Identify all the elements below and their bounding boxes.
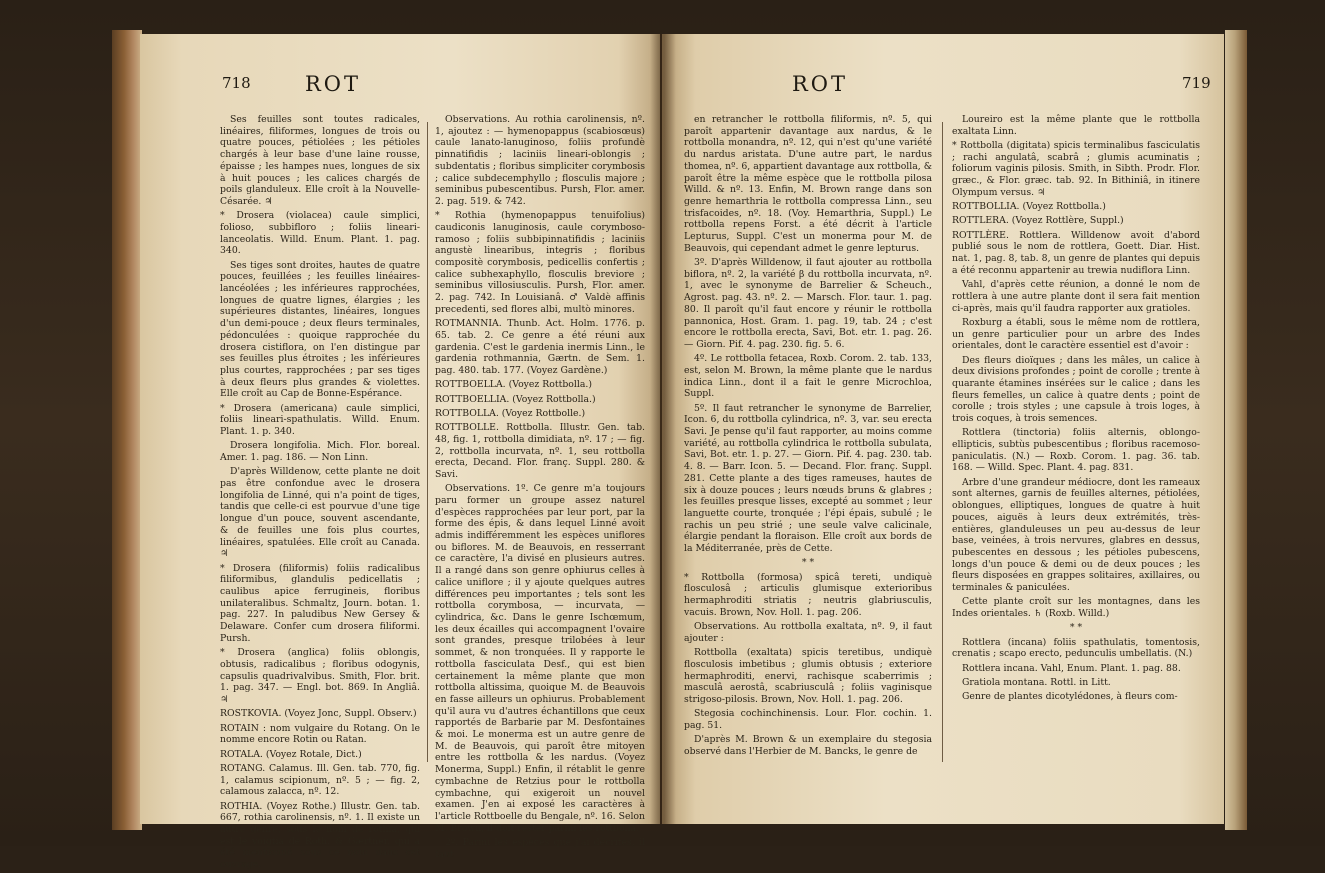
paragraph: ROTTLÈRE. Rottlera. Willdenow avoit d'abord publié sous le nom de rottlera, Goett. Diar. Hist. nat. 1, pag. 8, tab. 8, un genre de plantes qui depuis a été reconnu appartenir au trewia nudiflora Linn. [952, 229, 1200, 276]
paragraph: 2º. Parmi les espèces que j'ai décrites, il faut [435, 836, 645, 860]
paragraph: Ses tiges sont droites, hautes de quatre pouces, feuillées ; les feuilles linéaires-lancéolées ; les inférieures rapprochées, longues de quatre lignes, élargies ; les supérieures distantes, linéaires, longues d'un demi-pouce ; deux fleurs terminales, pédonculées : quoique rapprochée du drosera cistiflora, on l'en distingue par ses feuilles plus étroites ; les inférieures plus courtes, rapprochées ; par ses tiges à deux fleurs plus grandes & violettes. Elle croît au Cap de Bonne-Espérance. [220, 259, 420, 400]
paragraph: ROTTLERA. (Voyez Rottlère, Suppl.) [952, 215, 1124, 227]
text-column-1 [684, 114, 932, 760]
text-column-2 [435, 114, 645, 863]
paragraph: Ses feuilles sont toutes radicales, linéaires, filiformes, longues de trois ou quatre pouces, pétiolées ; les pétioles chargés à leur base d'une laine rousse, épaisse ; les hampes nues, longues de six à huit pouces ; les calices chargés de poils glanduleux. Elle croît à la Nouvelle-Césarée. ♃ [220, 114, 420, 207]
paragraph: Rottlera incana. Vahl, Enum. Plant. 1. pag. 88. [962, 662, 1181, 674]
paragraph: 4º. Le rottbolla fetacea, Roxb. Corom. 2. tab. 133, est, selon M. Brown, la même plante que le nardus indica Linn., dont il a fait le genre Microchloa, Suppl. [684, 353, 932, 400]
column-rule [942, 122, 943, 762]
paragraph: * Drosera (violacea) caule simplici, folioso, subbifloro ; foliis lineari-lanceolatis. Willd. Enum. Plant. 1. pag. 340. [220, 210, 420, 257]
paragraph: ROSTKOVIA. (Voyez Jonc, Suppl. Observ.) [220, 708, 417, 720]
text-column-2 [952, 114, 1200, 706]
left-page [140, 34, 660, 871]
paragraph: * * [801, 557, 815, 569]
paragraph: Genre de plantes dicotylédones, à fleurs com- [962, 691, 1178, 703]
paragraph: 5º. Il faut retrancher le synonyme de Barrelier, Icon. 6, du rottbolla cylindrica, nº. 3, var. seu erecta Savi. Je pense qu'il faut rapporter, au moins comme variété, au rottbolla cylindrica le rottbolla subulata, Savi, Bot. etr. 1. p. 27. — Giorn. Pif. 4. pag. 230. tab. 4. 8. — Barr. Icon. 5. — Decand. Flor. franç. Suppl. 281. Cette plante a des tiges rameuses, hautes de six à douze pouces ; leurs nœuds bruns & glabres ; les feuilles presque lisses, excepté au sommet ; leur languette courte, tronquée ; l'épi épais, subulé ; le rachis un peu strié ; une seule valve calicinale, élargie pendant la floraison. Elle croît aux bords de la Méditerranée, près de Cette. [684, 402, 932, 555]
paragraph: Observations. 1º. Ce genre m'a toujours paru former un groupe assez naturel d'espèces rapprochées par leur port, par la forme des épis, & dans lequel Linné avoit admis indifféremment les espèces uniflores ou biflores. M. de Beauvois, en resserrant ce caractère, l'a divisé en plusieurs autres. Il a rangé dans son genre ophiurus celles à calice uniflore ; il y ajoute quelques autres différences peu importantes ; tels sont les rottbolla corymbosa, — incurvata, — cylindrica, &c. Dans le genre Ischœmum, les deux écailles qui accompagnent l'ovaire sont grandes, presque trilobées à leur sommet, & non tronquées. Il y rapporte le rottbolla fasciculata Desf., qui est bien certainement la même plante que mon rottbolla altissima, quoique M. de Beauvois en fasse ailleurs un ophiurus. Probablement qu'il aura vu d'autres échantillons que ceux rapportés de Barbarie par M. Desfontaines & moi. Le monerma est un autre genre de M. de Beauvois, qui paroît être mitoyen entre les rottbolla & les nardus. (Voyez Monerma, Suppl.) Enfin, il rétablit le genre cymbachne de Retzius pour le rottbolla cymbachne, qui exigeroit un nouvel examen. J'en ai exposé les caractères à l'article Rottboelle du Bengale, nº. 16. Selon M. Brown, il doit rester parmi les rottbolla. [435, 483, 645, 834]
paragraph: en retrancher le rottbolla filiformis, nº. 5, qui paroît appartenir davantage aux nardus, & le rottbolla monandra, nº. 12, qui n'est qu'une variété du nardus aristata. D'une autre part, le nardus thomea, nº. 6, appartient davantage aux rottbolla, & paroît être la même espèce que le rottbolla pilosa Willd. & nº. 13. Enfin, M. Brown range dans son genre hemarthria le rottbolla compressa Linn., seu trisfacoides, nº. 18. (Voy. Hemarthria, Suppl.) Le rottbolla repens Forst. a été décrit à l'article Lepturus, Suppl. C'est un monerma pour M. de Beauvois, qui cependant admet le genre lepturus. [684, 114, 932, 254]
paragraph: Observations. Au rottbolla exaltata, nº. 9, il faut ajouter : [684, 621, 932, 644]
column-rule [427, 122, 428, 762]
paragraph: ROTTBOLLA. (Voyez Rottbolle.) [435, 407, 586, 419]
paragraph: * Rottbolla (digitata) spicis terminalibus fasciculatis ; rachi angulatâ, scabrâ ; glumis acuminatis ; foliorum vaginis pilosis. Smith, in Sibth. Prodr. Flor. græc., & Flor. græc. tab. 92. In Bithiniâ, in itinere Olympum versus. ♃ [952, 140, 1200, 198]
paragraph: ROTMANNIA. Thunb. Act. Holm. 1776. p. 65. tab. 2. Ce genre a été réuni aux gardenia. C'est le gardenia inermis Linn., le gardenia rothmannia, Gærtn. de Sem. 1. pag. 480. tab. 177. (Voyez Gardène.) [435, 318, 645, 376]
left-page-edges [112, 30, 142, 830]
paragraph: Observations. Au rothia carolinensis, nº. 1, ajoutez : — hymenopappus (scabiosœus) caule lanato-lanuginoso, foliis profundè pinnatifidis ; laciniis lineari-oblongis ; subdentatis ; floribus simpliciter corymbosis ; calice subdecemphyllo ; flosculis majore ; seminibus pubescentibus. Pursh, Flor. amer. 2. pag. 519. & 742. [435, 114, 645, 207]
paragraph: Rottlera (tinctoria) foliis alternis, oblongo-ellipticis, subtùs pubescentibus ; floribus racemoso-paniculatis. (N.) — Roxb. Corom. 1. pag. 36. tab. 168. — Willd. Spec. Plant. 4. pag. 831. [952, 427, 1200, 474]
paragraph: Vahl, d'après cette réunion, a donné le nom de rottlera à une autre plante dont il sera fait mention ci-après, mais qu'il faudra rapporter aux gratioles. [952, 279, 1200, 314]
right-page-edges [1225, 30, 1247, 830]
paragraph: * * [1069, 622, 1083, 634]
paragraph: Rottbolla (exaltata) spicis teretibus, undiquè flosculosis imbetibus ; glumis obtusis ; exteriore hermaphroditi, enervi, rachisque scaberrimis ; masculâ aerostâ, scabriusculâ ; foliis vaginisque strigoso-pilosis. Brown, Nov. Holl. 1. pag. 206. [684, 647, 932, 705]
paragraph: Gratiola montana. Rottl. in Litt. [962, 676, 1111, 688]
running-header: ROT [792, 72, 849, 96]
paragraph: * Drosera (anglica) foliis oblongis, obtusis, radicalibus ; floribus odogynis, capsulis quadrivalvibus. Smith, Flor. brit. 1. pag. 347. — Engl. bot. 869. In Angliâ. ♃ [220, 647, 420, 705]
paragraph: * Drosera (americana) caule simplici, foliis lineari-spathulatis. Willd. Enum. Plant. 1. p. 340. [220, 402, 420, 438]
paragraph: 3º. D'après Willdenow, il faut ajouter au rottbolla biflora, nº. 2, la variété β du rottbolla incurvata, nº. 1, avec le synonyme de Barrelier & Scheuch., Agrost. pag. 43. nº. 2. — Marsch. Flor. taur. 1. pag. 80. Il paroît qu'il faut encore y réunir le rottbolla pannonica, Host. Gram. 1. pag. 19, tab. 24 ; c'est encore le rottbolla erecta, Savi, Bot. etr. 1. pag. 26. — Giorn. Pif. 4. pag. 230. fig. 5. 6. [684, 257, 932, 350]
paragraph: Loureiro est la même plante que le rottbolla exaltata Linn. [952, 114, 1200, 137]
running-header: ROT [305, 72, 362, 96]
paragraph: D'après Willdenow, cette plante ne doit pas être confondue avec le drosera longifolia de Linné, qui n'a point de tiges, tandis que celle-ci est pourvue d'une tige longue d'un pouce, souvent ascendante, & de feuilles une fois plus courtes, linéaires, spatulées. Elle croît au Canada. ♃ [220, 466, 420, 560]
paragraph: ROTAIN : nom vulgaire du Rotang. On le nomme encore Rotin ou Ratan. [220, 722, 420, 746]
book-gutter [650, 34, 676, 824]
right-page [662, 34, 1224, 824]
paragraph: Des fleurs dioïques ; dans les mâles, un calice à deux divisions profondes ; point de corolle ; trente à quarante étamines insérées sur le calice ; dans les fleurs femelles, un calice à quatre dents ; point de corolle ; trois styles ; une capsule à trois loges, à trois coques, à trois semences. [952, 354, 1200, 425]
paragraph: ROTTBOLLIA. (Voyez Rottbolla.) [952, 201, 1106, 213]
paragraph: Stegosia cochinchinensis. Lour. Flor. cochin. 1. pag. 51. [684, 708, 932, 731]
paragraph: ROTTBOELLIA. (Voyez Rottbolla.) [435, 393, 596, 405]
paragraph: ROTHIA. (Voyez Rothe.) Illustr. Gen. tab. 667, rothia carolinensis, nº. 1. Il existe un autre genre, sous le nom de rothia, qui est le voigtia de Roth. & Gærtner, qui a été mentionné sous ce nom dans cet ouvrage. [220, 800, 420, 871]
paragraph: * Drosera (filiformis) foliis radicalibus filiformibus, glandulis pedicellatis ; caulibus apice ferrugineis, floribus unilateralibus. Schmaltz, Journ. botan. 1. pag. 227. In paludibus New Gersey & Delaware. Confer cum drosera filiformi. Pursh. [220, 562, 420, 644]
paragraph: ROTTBOELLA. (Voyez Rottbolla.) [435, 379, 592, 391]
paragraph: Cette plante croît sur les montagnes, dans les Indes orientales. ♄ (Roxb. Willd.) [952, 596, 1200, 620]
paragraph: ROTALA. (Voyez Rotale, Dict.) [220, 748, 362, 760]
paragraph: D'après M. Brown & un exemplaire du stegosia observé dans l'Herbier de M. Bancks, le genre de [684, 734, 932, 757]
paragraph: Arbre d'une grandeur médiocre, dont les rameaux sont alternes, garnis de feuilles alternes, pétiolées, oblongues, elliptiques, longues de quatre à huit pouces, aiguës à leurs deux extrémités, très-entières, glanduleuses un peu au-dessus de leur base, veinées, à trois nervures, glabres en dessus, pubescentes en dessous ; les pétioles pubescens, longs d'un pouce & demi ou de deux pouces ; les fleurs disposées en grappes solitaires, axillaires, ou terminales & paniculées. [952, 476, 1200, 594]
page-number: 718 [222, 74, 251, 92]
page-number: 719 [1182, 74, 1211, 92]
paragraph: * Rothia (hymenopappus tenuifolius) caudiconis lanuginosis, caule corymboso-ramoso ; foliis subbipinnatifidis ; laciniis angustè linearibus, integris ; floribus compositè corymbosis, pedicellis confertis ; calice subhexaphyllo, flosculis breviore ; seminibus villosiusculis. Pursh, Flor. amer. 2. pag. 742. In Louisianâ. ♂ Valdè affinis precedenti, sed flores albi, multò minores. [435, 210, 645, 315]
paragraph: ROTTBOLLE. Rottbolla. Illustr. Gen. tab. 48, fig. 1, rottbolla dimidiata, nº. 17 ; — fig. 2, rottbolla incurvata, nº. 1, seu rottbolla erecta, Decand. Flor. franç. Suppl. 280. & Savi. [435, 422, 645, 480]
paragraph: Rottlera (incana) foliis spathulatis, tomentosis, crenatis ; scapo erecto, pedunculis umbellatis. (N.) [952, 636, 1200, 660]
paragraph: ROTANG. Calamus. Ill. Gen. tab. 770, fig. 1, calamus scipionum, nº. 5 ; — fig. 2, calamous zalacca, nº. 12. [220, 762, 420, 798]
text-column-1 [220, 114, 420, 873]
paragraph: * Rottbolla (formosa) spicâ tereti, undiquè flosculosâ ; articulis glumisque exterioribus hermaphroditi striatis ; neutris glabriusculis, vacuis. Brown, Nov. Holl. 1. pag. 206. [684, 571, 932, 618]
paragraph: Roxburg a établi, sous le même nom de rottlera, un genre particulier pour un arbre des Indes orientales, dont le caractère essentiel est d'avoir : [952, 316, 1200, 352]
paragraph: Drosera longifolia. Mich. Flor. boreal. Amer. 1. pag. 186. — Non Linn. [220, 440, 420, 464]
